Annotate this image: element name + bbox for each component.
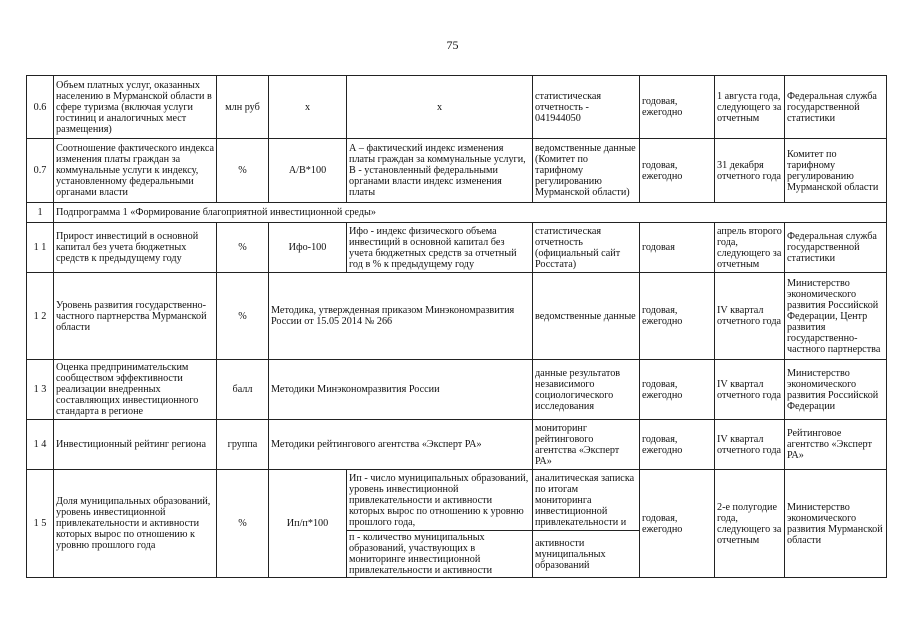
responsible: Рейтинговое агентство «Эксперт РА» <box>785 420 887 470</box>
data-source: данные результатов независимого социологического исследования <box>533 360 640 420</box>
unit: % <box>217 139 269 203</box>
indicator-name: Уровень развития государственно-частного партнерства Мурманской области <box>54 273 217 360</box>
table-row <box>27 76 887 139</box>
deadline: IV квартал отчетного года <box>715 273 785 360</box>
row-number: 1 2 <box>27 273 54 360</box>
indicator-name: Объем платных услуг, оказанных населению в Мурманской области в сфере туризма (включая услуги гостиниц и аналогичных мест размещения) <box>54 76 217 139</box>
periodicity: годовая, ежегодно <box>640 139 715 203</box>
periodicity: годовая, ежегодно <box>640 420 715 470</box>
indicator-name: Доля муниципальных образований, уровень инвестиционной привлекательности и активности которых вырос по отношению к уровню прошлого года <box>54 470 217 578</box>
data-source: ведомственные данные <box>533 273 640 360</box>
unit: млн руб <box>217 76 269 139</box>
indicators-table <box>26 75 887 578</box>
responsible: Министерство экономического развития Мурманской области <box>785 470 887 578</box>
deadline: апрель второго года, следующего за отчетным <box>715 223 785 273</box>
formula: х <box>269 76 347 139</box>
unit: % <box>217 223 269 273</box>
method-part-a: Ип - число муниципальных образований, уровень инвестиционной привлекательности и активности которых вырос по отношению к уровню прошлого года, <box>347 470 533 531</box>
responsible: Министерство экономического развития Российской Федерации <box>785 360 887 420</box>
row-number: 0.6 <box>27 76 54 139</box>
data-source: статистическая отчетность - 041944050 <box>533 76 640 139</box>
table-row <box>27 139 887 203</box>
table-row <box>27 360 887 420</box>
deadline: IV квартал отчетного года <box>715 360 785 420</box>
table-row <box>27 470 887 531</box>
periodicity: годовая, ежегодно <box>640 273 715 360</box>
indicator-name: Соотношение фактического индекса изменения платы граждан за коммунальные услуги к индексу, установленному федеральными органами власти <box>54 139 217 203</box>
unit: % <box>217 273 269 360</box>
method: А – фактический индекс изменения платы граждан за коммунальные услуги, В - установленный федеральными органами власти индекс изменения платы <box>347 139 533 203</box>
row-number: 0.7 <box>27 139 54 203</box>
method: Ифо - индекс физического объема инвестиций в основной капитал без учета бюджетных средств за отчетный год в % к предыдущему году <box>347 223 533 273</box>
row-number: 1 1 <box>27 223 54 273</box>
row-number: 1 3 <box>27 360 54 420</box>
table-row <box>27 273 887 360</box>
formula: Ифо-100 <box>269 223 347 273</box>
unit: % <box>217 470 269 578</box>
subprogram-heading: Подпрограмма 1 «Формирование благоприятной инвестиционной среды» <box>54 203 887 223</box>
unit: балл <box>217 360 269 420</box>
periodicity: годовая, ежегодно <box>640 76 715 139</box>
table-row <box>27 420 887 470</box>
unit: группа <box>217 420 269 470</box>
periodicity: годовая <box>640 223 715 273</box>
responsible: Федеральная служба государственной статистики <box>785 223 887 273</box>
data-source-part-a: аналитическая записка по итогам мониторинга инвестиционной привлекательности и <box>533 470 640 531</box>
method: х <box>347 76 533 139</box>
deadline: IV квартал отчетного года <box>715 420 785 470</box>
table-row <box>27 203 887 223</box>
method: Методика, утвержденная приказом Минэкономразвития России от 15.05 2014 № 266 <box>269 273 533 360</box>
deadline: 1 августа года, следующего за отчетным <box>715 76 785 139</box>
method-part-b: п - количество муниципальных образований, участвующих в мониторинге инвестиционной привлекательности и активности <box>347 531 533 578</box>
table-row <box>27 223 887 273</box>
method: Методики Минэкономразвития России <box>269 360 533 420</box>
row-number: 1 5 <box>27 470 54 578</box>
indicator-name: Прирост инвестиций в основной капитал без учета бюджетных средств к предыдущему году <box>54 223 217 273</box>
indicator-name: Инвестиционный рейтинг региона <box>54 420 217 470</box>
row-number: 1 4 <box>27 420 54 470</box>
data-source: мониторинг рейтингового агентства «Эксперт РА» <box>533 420 640 470</box>
periodicity: годовая, ежегодно <box>640 470 715 578</box>
deadline: 31 декабря отчетного года <box>715 139 785 203</box>
indicator-name: Оценка предпринимательским сообществом эффективности реализации внедренных составляющих инвестиционного стандарта в регионе <box>54 360 217 420</box>
data-source: статистическая отчетность (официальный сайт Росстата) <box>533 223 640 273</box>
responsible: Министерство экономического развития Российской Федерации, Центр развития государственно-частного партнерства <box>785 273 887 360</box>
formula: Ип/п*100 <box>269 470 347 578</box>
data-source: ведомственные данные (Комитет по тарифному регулированию Мурманской области) <box>533 139 640 203</box>
formula: А/В*100 <box>269 139 347 203</box>
deadline: 2-е полугодие года, следующего за отчетным <box>715 470 785 578</box>
method: Методики рейтингового агентства «Эксперт РА» <box>269 420 533 470</box>
periodicity: годовая, ежегодно <box>640 360 715 420</box>
page-number: 75 <box>446 38 459 52</box>
data-source-part-b: активности муниципальных образований <box>533 531 640 578</box>
row-number: 1 <box>27 203 54 223</box>
responsible: Федеральная служба государственной статистики <box>785 76 887 139</box>
responsible: Комитет по тарифному регулированию Мурманской области <box>785 139 887 203</box>
